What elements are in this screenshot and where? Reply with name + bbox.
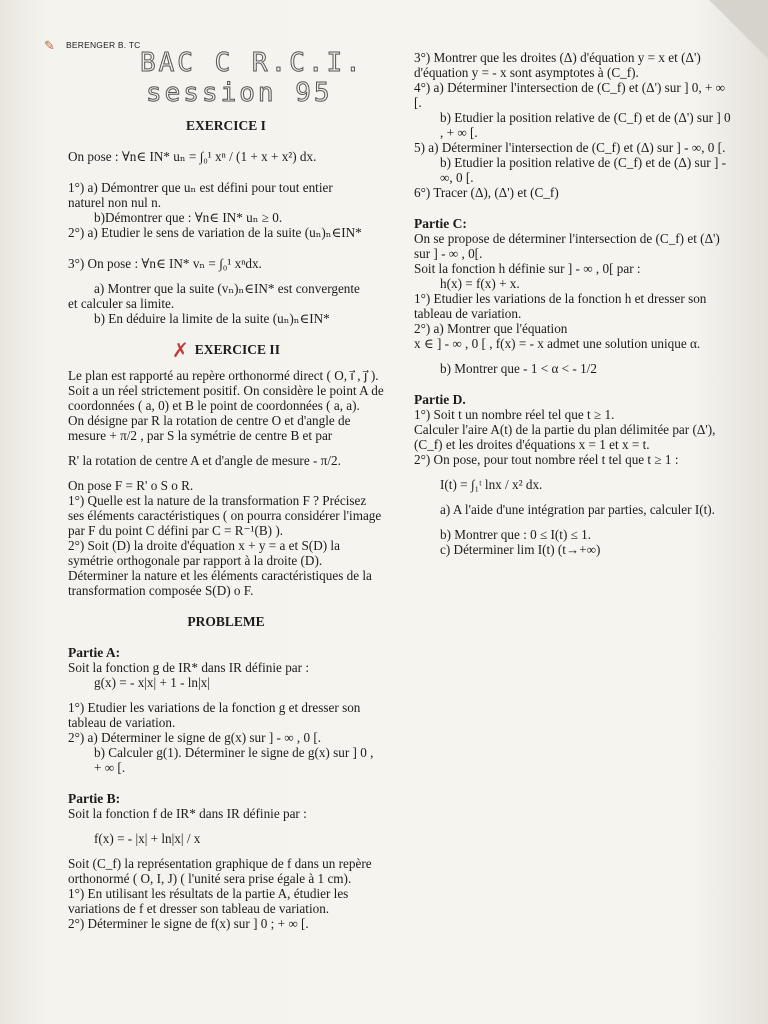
author-header: BERENGER B. TC: [66, 40, 141, 50]
part-d-title: Partie D.: [414, 392, 466, 407]
ex2-paragraph-4: On pose F = R' o S o R.: [68, 478, 194, 493]
part-b-q5b: b) Etudier la position relative de (C_f) et de (Δ) sur ] - ∞, 0 [.: [440, 155, 727, 185]
ex2-paragraph-1: Le plan est rapporté au repère orthonormé direct ( O, i⃗ , j⃗ ). Soit a un réel strictement positif. On considère le point A de coordonnées ( a, 0) et B le point de coordonnées ( a, a).: [68, 368, 384, 413]
right-column: [414, 50, 734, 557]
part-c-q2b: b) Montrer que - 1 < α < - 1/2: [440, 361, 597, 376]
ex1-q1b: b)Démontrer que : ∀n∈ IN* uₙ ≥ 0.: [94, 210, 283, 225]
ex1-q2a: 2°) a) Etudier le sens de variation de la suite (uₙ)ₙ∈IN*: [68, 225, 362, 240]
cross-mark-icon: ✗: [172, 338, 189, 362]
part-b-p2: Soit (C_f) la représentation graphique de f dans un repère orthonormé ( O, I, J) ( l'unité sera prise égale à 1 cm).: [68, 856, 372, 886]
part-b-q3: 3°) Montrer que les droites (Δ) d'équation y = x et (Δ') d'équation y = - x sont asymptotes à (C_f).: [414, 50, 701, 80]
part-d-q1: 1°) Soit t un nombre réel tel que t ≥ 1.: [414, 407, 615, 422]
part-b-q4b: b) Etudier la position relative de (C_f) et de (Δ') sur ] 0 , + ∞ [.: [440, 110, 731, 140]
part-b-q2: 2°) Déterminer le signe de f(x) sur ] 0 ; + ∞ [.: [68, 916, 309, 931]
part-d-q2b: b) Montrer que : 0 ≤ I(t) ≤ 1.: [440, 527, 592, 542]
part-b-q5a: 5) a) Déterminer l'intersection de (C_f) et (Δ) sur ] - ∞, 0 [.: [414, 140, 726, 155]
part-c-equation: h(x) = f(x) + x.: [440, 276, 520, 291]
part-c-q1: 1°) Etudier les variations de la fonction h et dresser son tableau de variation.: [414, 291, 707, 321]
ex2-paragraph-6: 2°) Soit (D) la droite d'équation x + y = a et S(D) la symétrie orthogonale par rapport à la droite (D). Déterminer la nature et les éléments caractéristiques de la transformation composée S(D) o F.: [68, 538, 372, 598]
exercise-2-heading: [68, 338, 384, 362]
part-a-q2a: 2°) a) Déterminer le signe de g(x) sur ] - ∞ , 0 [.: [68, 730, 322, 745]
part-b-q1: 1°) En utilisant les résultats de la partie A, étudier les variations de f et dresser son tableau de variation.: [68, 886, 349, 916]
part-c-q2a-eq: x ∈ ] - ∞ , 0 [ , f(x) = - x admet une solution unique α.: [414, 336, 701, 351]
ex1-q1a-cont: naturel non nul n.: [68, 195, 162, 210]
ex2-paragraph-5: 1°) Quelle est la nature de la transformation F ? Précisez ses éléments caractéristiques ( on pourra considérer l'image par F du point C défini par C = R⁻¹(B) ).: [68, 493, 382, 538]
part-a-q1: 1°) Etudier les variations de la fonction g et dresser son tableau de variation.: [68, 700, 361, 730]
part-a-q2b: b) Calculer g(1). Déterminer le signe de g(x) sur ] 0 , + ∞ [.: [94, 745, 374, 775]
part-b-q6: 6°) Tracer (Δ), (Δ') et (C_f): [414, 185, 559, 200]
part-a-equation: g(x) = - x|x| + 1 - ln|x|: [94, 675, 210, 690]
part-c-def: Soit la fonction h définie sur ] - ∞ , 0[ par :: [414, 261, 641, 276]
part-b-q4a: 4°) a) Déterminer l'intersection de (C_f) et (Δ') sur ] 0, + ∞ [.: [414, 80, 726, 110]
hole-mark-icon: ✎: [44, 39, 55, 54]
ex1-q3a-cont: et calculer sa limite.: [68, 296, 175, 311]
ex2-paragraph-3: R' la rotation de centre A et d'angle de mesure - π/2.: [68, 453, 341, 468]
left-column: [68, 118, 384, 931]
part-c-q2a: 2°) a) Montrer que l'équation: [414, 321, 568, 336]
part-d-integral: I(t) = ∫₁ᵗ lnx / x² dx.: [440, 477, 543, 492]
ex1-q3b: b) En déduire la limite de la suite (uₙ)ₙ∈IN*: [94, 311, 330, 326]
part-b-intro: Soit la fonction f de IR* dans IR définie par :: [68, 806, 307, 821]
exam-session: session 95: [146, 78, 333, 108]
ex1-definition: On pose : ∀n∈ IN* uₙ = ∫₀¹ xⁿ / (1 + x + x²) dx.: [68, 149, 317, 164]
probleme-heading: PROBLEME: [187, 614, 265, 629]
part-a-title: Partie A:: [68, 645, 121, 660]
part-c-intro: On se propose de déterminer l'intersection de (C_f) et (Δ') sur ] - ∞ , 0[.: [414, 231, 720, 261]
part-b-title: Partie B:: [68, 791, 121, 806]
ex1-q1a: 1°) a) Démontrer que uₙ est défini pour tout entier: [68, 180, 333, 195]
ex2-paragraph-2: On désigne par R la rotation de centre O et d'angle de mesure + π/2 , par S la symétrie de centre B et par: [68, 413, 351, 443]
ex1-q3: 3°) On pose : ∀n∈ IN* vₙ = ∫₀¹ xⁿdx.: [68, 256, 262, 271]
part-a-intro: Soit la fonction g de IR* dans IR définie par :: [68, 660, 309, 675]
part-b-equation: f(x) = - |x| + ln|x| / x: [94, 831, 201, 846]
part-c-title: Partie C:: [414, 216, 467, 231]
part-d-q2c: c) Déterminer lim I(t) (t→+∞): [440, 542, 601, 557]
part-d-q1-area: Calculer l'aire A(t) de la partie du plan délimitée par (Δ'), (C_f) et les droites d'équations x = 1 et x = t.: [414, 422, 716, 452]
exercise-2-title: EXERCICE II: [194, 342, 280, 357]
part-d-q2: 2°) On pose, pour tout nombre réel t tel que t ≥ 1 :: [414, 452, 679, 467]
exercise-1-heading: EXERCICE I: [186, 118, 266, 133]
exam-title: BAC C R.C.I.: [140, 48, 364, 78]
ex1-q3a: a) Montrer que la suite (vₙ)ₙ∈IN* est convergente: [94, 281, 360, 296]
part-d-q2a: a) A l'aide d'une intégration par parties, calculer I(t).: [440, 502, 715, 517]
